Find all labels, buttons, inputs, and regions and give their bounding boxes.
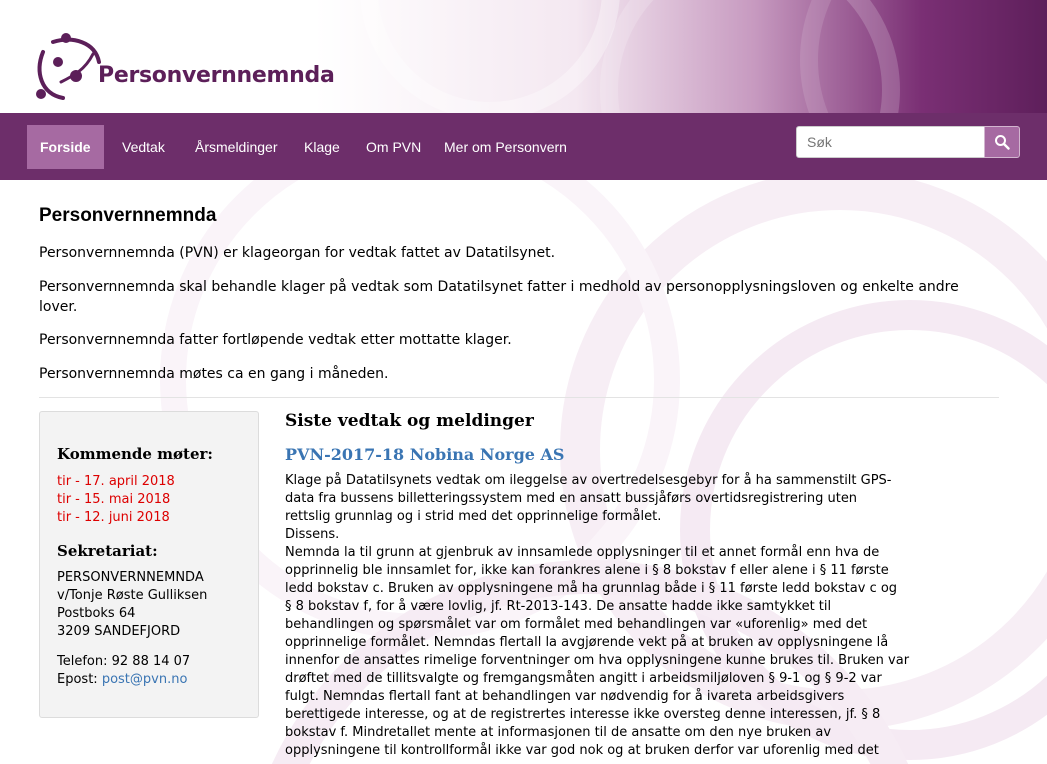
body-line: Nemnda la til grunn at gjenbruk av innsamlede opplysninger til et annet formål enn hva de xyxy=(285,545,880,560)
decision-body xyxy=(285,472,915,760)
body-line: fulgt. Nemndas flertall fant at behandlingen var nødvendig for å ivareta arbeidsgivers xyxy=(285,689,845,704)
search-input[interactable] xyxy=(796,126,985,158)
section-divider xyxy=(39,397,999,398)
body-line: innenfor de ansattes rimelige forventninger om hva opplysningene kunne brukes til. Bruken var xyxy=(285,653,910,668)
summary-line: Dissens. xyxy=(285,527,340,542)
latest-decisions-heading: Siste vedtak og meldinger xyxy=(285,411,534,431)
site-header xyxy=(0,0,1047,113)
address-line: PERSONVERNNEMNDA xyxy=(57,570,204,585)
header-swirl-decoration xyxy=(360,0,620,113)
summary-line: data fra bussens billetteringssystem med en ansatt bussjåførs overtidsregistrering uten xyxy=(285,491,858,506)
body-line: ledd bokstav c. Bruken av opplysningene må ha grunnlag både i § 11 første ledd bokstav c og xyxy=(285,581,898,596)
nav-item-forside[interactable]: Forside xyxy=(27,125,104,169)
intro-paragraph: Personvernnemnda fatter fortløpende vedtak etter mottatte klager. xyxy=(39,332,512,348)
meetings-heading: Kommende møter: xyxy=(57,445,213,463)
email-label: Epost: xyxy=(57,672,102,687)
intro-paragraph: Personvernnemnda møtes ca en gang i måneden. xyxy=(39,366,389,382)
body-line: opprinnelig ble innsamlet for, ikke kan forankres alene i § 8 bokstav f eller alene i § 11 første xyxy=(285,563,889,578)
meeting-date: tir - 15. mai 2018 xyxy=(57,492,171,507)
address-line: 3209 SANDEFJORD xyxy=(57,624,181,639)
decision-title-link[interactable]: PVN-2017-18 Nobina Norge AS xyxy=(285,445,565,464)
body-line: bokstav f. Mindretallet mente at informasjonen til de ansatte om den nye bruken av xyxy=(285,725,832,740)
site-logo-text[interactable]: Personvernnemnda xyxy=(98,63,335,88)
email-link[interactable]: post@pvn.no xyxy=(101,672,188,687)
body-line: opprinnelige formålet. Nemndas flertall la avgjørende vekt på at bruken av opplysningene lå xyxy=(285,635,889,650)
page-content xyxy=(0,180,1047,764)
secretariat-heading: Sekretariat: xyxy=(57,542,158,560)
nav-item-om-pvn[interactable]: Om PVN xyxy=(366,139,422,155)
summary-line: rettslig grunnlag og i strid med det opprinnelige formålet. xyxy=(285,509,662,524)
body-line: § 8 bokstav f, for å være lovlig, jf. Rt-2013-143. De ansatte hadde ikke samtykket til xyxy=(285,599,832,614)
nav-item-klage[interactable]: Klage xyxy=(304,139,340,155)
header-swirl-decoration xyxy=(800,0,1047,113)
body-line: drøftet med de tillitsvalgte og fremgangsmåten angitt i arbeidsmiljøloven § 9-1 og § 9-2 var xyxy=(285,671,882,686)
address-line: Postboks 64 xyxy=(57,606,136,621)
meeting-date: tir - 12. juni 2018 xyxy=(57,510,170,525)
personvernnemnda-logo-icon[interactable] xyxy=(33,32,103,102)
search-icon xyxy=(994,134,1010,150)
body-line: berettigede interesse, og at de registrertes interesse ikke oversteg denne interessen, jf. § 8 xyxy=(285,707,881,722)
search-button[interactable] xyxy=(984,126,1020,158)
intro-paragraph: Personvernnemnda (PVN) er klageorgan for vedtak fattet av Datatilsynet. xyxy=(39,245,556,261)
body-line: behandlingen og spørsmålet var om formålet med behandlingen var «uforenlig» med det xyxy=(285,617,868,632)
email-line xyxy=(57,672,187,687)
phone-line: Telefon: 92 88 14 07 xyxy=(57,654,191,669)
body-line: opplysningene til kontrollformål ikke var god nok og at bruken derfor var uforenlig med det xyxy=(285,743,879,758)
intro-paragraph: Personvernnemnda skal behandle klager på vedtak som Datatilsynet fatter i medhold av personopplysningsloven og enkelte andre lover. xyxy=(39,279,959,315)
address-line: v/Tonje Røste Gulliksen xyxy=(57,588,208,603)
meeting-date: tir - 17. april 2018 xyxy=(57,474,175,489)
sidebar-info-box xyxy=(39,411,259,718)
nav-item-arsmeldinger[interactable]: Årsmeldinger xyxy=(195,139,278,155)
nav-item-mer-om-personvern[interactable]: Mer om Personvern xyxy=(444,139,567,155)
summary-line: Klage på Datatilsynets vedtak om ileggelse av overtredelsesgebyr for å ha sammenstilt GPS- xyxy=(285,473,892,488)
nav-item-vedtak[interactable]: Vedtak xyxy=(122,139,165,155)
page-title: Personvernnemnda xyxy=(39,205,217,226)
